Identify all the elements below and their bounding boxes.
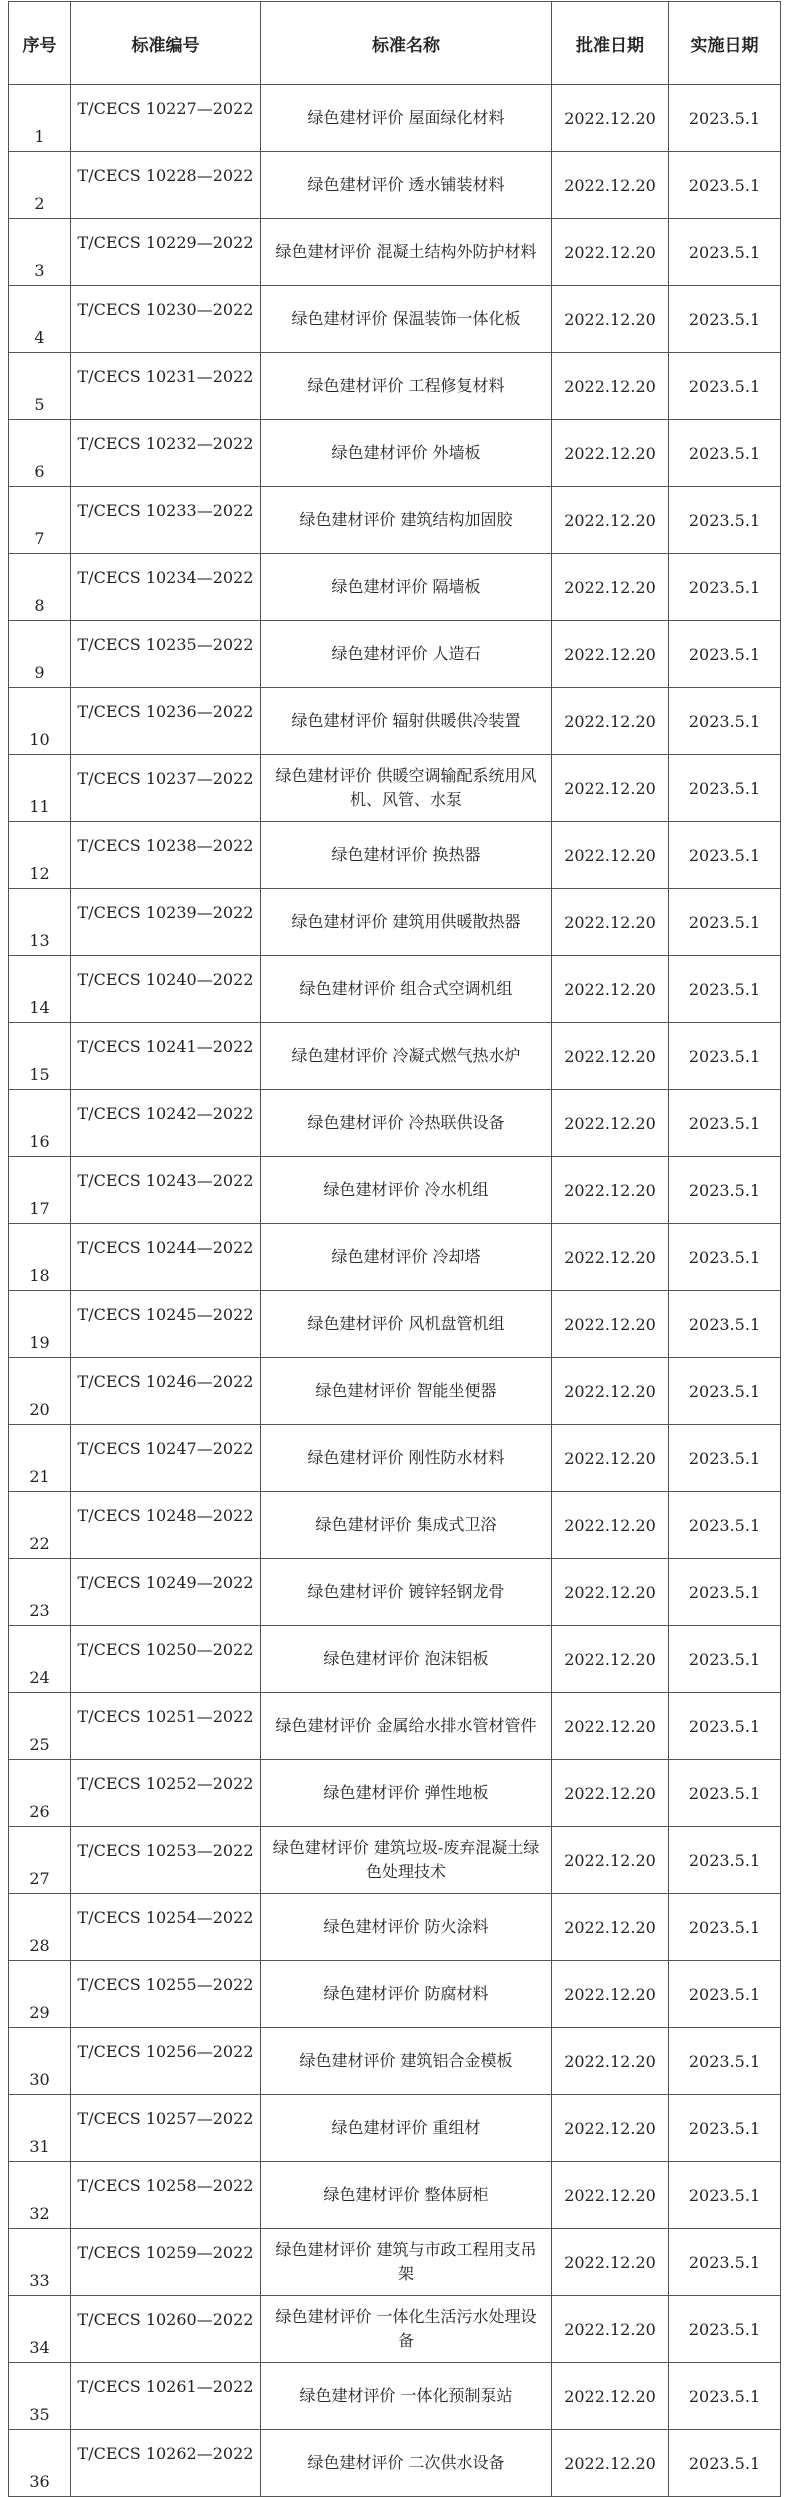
cell-approve-date: 2022.12.20 bbox=[552, 621, 669, 688]
cell-standard-name: 绿色建材评价 保温装饰一体化板 bbox=[261, 286, 552, 353]
cell-serial-number: 34 bbox=[9, 2296, 71, 2363]
cell-standard-code: T/CECS 10229—2022 bbox=[71, 219, 261, 286]
cell-implement-date: 2023.5.1 bbox=[669, 1827, 781, 1894]
cell-implement-date: 2023.5.1 bbox=[669, 152, 781, 219]
table-row bbox=[9, 1291, 781, 1358]
cell-standard-code: T/CECS 10235—2022 bbox=[71, 621, 261, 688]
cell-implement-date: 2023.5.1 bbox=[669, 353, 781, 420]
cell-approve-date: 2022.12.20 bbox=[552, 420, 669, 487]
cell-standard-name: 绿色建材评价 建筑用供暖散热器 bbox=[261, 889, 552, 956]
cell-standard-code: T/CECS 10246—2022 bbox=[71, 1358, 261, 1425]
cell-standard-name: 绿色建材评价 防腐材料 bbox=[261, 1961, 552, 2028]
cell-approve-date: 2022.12.20 bbox=[552, 152, 669, 219]
cell-standard-name: 绿色建材评价 冷热联供设备 bbox=[261, 1090, 552, 1157]
table-row bbox=[9, 1157, 781, 1224]
cell-standard-name: 绿色建材评价 智能坐便器 bbox=[261, 1358, 552, 1425]
table-row bbox=[9, 1626, 781, 1693]
cell-standard-code: T/CECS 10227—2022 bbox=[71, 85, 261, 152]
cell-implement-date: 2023.5.1 bbox=[669, 2162, 781, 2229]
cell-implement-date: 2023.5.1 bbox=[669, 1894, 781, 1961]
table-row bbox=[9, 420, 781, 487]
cell-standard-code: T/CECS 10242—2022 bbox=[71, 1090, 261, 1157]
cell-standard-name: 绿色建材评价 冷凝式燃气热水炉 bbox=[261, 1023, 552, 1090]
table-row bbox=[9, 85, 781, 152]
cell-implement-date: 2023.5.1 bbox=[669, 2028, 781, 2095]
cell-approve-date: 2022.12.20 bbox=[552, 353, 669, 420]
table-row bbox=[9, 2363, 781, 2430]
table-row bbox=[9, 554, 781, 621]
cell-implement-date: 2023.5.1 bbox=[669, 956, 781, 1023]
cell-standard-name: 绿色建材评价 集成式卫浴 bbox=[261, 1492, 552, 1559]
cell-standard-name: 绿色建材评价 二次供水设备 bbox=[261, 2430, 552, 2497]
cell-standard-name: 绿色建材评价 混凝土结构外防护材料 bbox=[261, 219, 552, 286]
cell-standard-name: 绿色建材评价 防火涂料 bbox=[261, 1894, 552, 1961]
cell-implement-date: 2023.5.1 bbox=[669, 688, 781, 755]
cell-standard-code: T/CECS 10234—2022 bbox=[71, 554, 261, 621]
table-row bbox=[9, 2430, 781, 2497]
cell-serial-number: 14 bbox=[9, 956, 71, 1023]
cell-standard-code: T/CECS 10257—2022 bbox=[71, 2095, 261, 2162]
cell-implement-date: 2023.5.1 bbox=[669, 2095, 781, 2162]
cell-approve-date: 2022.12.20 bbox=[552, 688, 669, 755]
cell-standard-name: 绿色建材评价 建筑铝合金模板 bbox=[261, 2028, 552, 2095]
table-row bbox=[9, 688, 781, 755]
cell-serial-number: 7 bbox=[9, 487, 71, 554]
cell-approve-date: 2022.12.20 bbox=[552, 1157, 669, 1224]
cell-implement-date: 2023.5.1 bbox=[669, 420, 781, 487]
cell-serial-number: 10 bbox=[9, 688, 71, 755]
cell-serial-number: 26 bbox=[9, 1760, 71, 1827]
cell-serial-number: 27 bbox=[9, 1827, 71, 1894]
cell-standard-code: T/CECS 10239—2022 bbox=[71, 889, 261, 956]
cell-standard-code: T/CECS 10250—2022 bbox=[71, 1626, 261, 1693]
cell-standard-name: 绿色建材评价 一体化生活污水处理设备 bbox=[261, 2296, 552, 2363]
cell-implement-date: 2023.5.1 bbox=[669, 1559, 781, 1626]
cell-approve-date: 2022.12.20 bbox=[552, 1559, 669, 1626]
cell-serial-number: 30 bbox=[9, 2028, 71, 2095]
cell-standard-code: T/CECS 10236—2022 bbox=[71, 688, 261, 755]
cell-approve-date: 2022.12.20 bbox=[552, 2028, 669, 2095]
cell-approve-date: 2022.12.20 bbox=[552, 956, 669, 1023]
table-row bbox=[9, 755, 781, 822]
cell-approve-date: 2022.12.20 bbox=[552, 85, 669, 152]
table-row bbox=[9, 1425, 781, 1492]
cell-serial-number: 13 bbox=[9, 889, 71, 956]
cell-implement-date: 2023.5.1 bbox=[669, 2363, 781, 2430]
table-row bbox=[9, 1224, 781, 1291]
cell-implement-date: 2023.5.1 bbox=[669, 2229, 781, 2296]
cell-approve-date: 2022.12.20 bbox=[552, 286, 669, 353]
cell-standard-code: T/CECS 10253—2022 bbox=[71, 1827, 261, 1894]
cell-serial-number: 33 bbox=[9, 2229, 71, 2296]
cell-approve-date: 2022.12.20 bbox=[552, 1693, 669, 1760]
cell-implement-date: 2023.5.1 bbox=[669, 1291, 781, 1358]
cell-approve-date: 2022.12.20 bbox=[552, 1023, 669, 1090]
table-row bbox=[9, 1760, 781, 1827]
cell-standard-name: 绿色建材评价 工程修复材料 bbox=[261, 353, 552, 420]
cell-approve-date: 2022.12.20 bbox=[552, 2095, 669, 2162]
cell-standard-name: 绿色建材评价 风机盘管机组 bbox=[261, 1291, 552, 1358]
cell-serial-number: 22 bbox=[9, 1492, 71, 1559]
cell-approve-date: 2022.12.20 bbox=[552, 554, 669, 621]
cell-standard-name: 绿色建材评价 透水铺装材料 bbox=[261, 152, 552, 219]
cell-standard-code: T/CECS 10256—2022 bbox=[71, 2028, 261, 2095]
cell-standard-code: T/CECS 10261—2022 bbox=[71, 2363, 261, 2430]
cell-standard-name: 绿色建材评价 建筑垃圾-废弃混凝土绿色处理技术 bbox=[261, 1827, 552, 1894]
table-row bbox=[9, 889, 781, 956]
cell-approve-date: 2022.12.20 bbox=[552, 1425, 669, 1492]
table-row bbox=[9, 1693, 781, 1760]
table-body bbox=[9, 85, 781, 2497]
cell-standard-code: T/CECS 10230—2022 bbox=[71, 286, 261, 353]
cell-serial-number: 11 bbox=[9, 755, 71, 822]
cell-approve-date: 2022.12.20 bbox=[552, 2229, 669, 2296]
cell-standard-code: T/CECS 10262—2022 bbox=[71, 2430, 261, 2497]
cell-approve-date: 2022.12.20 bbox=[552, 1358, 669, 1425]
table-row bbox=[9, 621, 781, 688]
header-name: 标准名称 bbox=[261, 2, 552, 85]
standards-table bbox=[8, 1, 781, 2497]
cell-approve-date: 2022.12.20 bbox=[552, 2296, 669, 2363]
cell-standard-code: T/CECS 10258—2022 bbox=[71, 2162, 261, 2229]
cell-standard-name: 绿色建材评价 辐射供暖供冷装置 bbox=[261, 688, 552, 755]
cell-implement-date: 2023.5.1 bbox=[669, 554, 781, 621]
table-row bbox=[9, 1492, 781, 1559]
cell-serial-number: 20 bbox=[9, 1358, 71, 1425]
cell-implement-date: 2023.5.1 bbox=[669, 621, 781, 688]
cell-approve-date: 2022.12.20 bbox=[552, 1492, 669, 1559]
cell-standard-name: 绿色建材评价 换热器 bbox=[261, 822, 552, 889]
cell-implement-date: 2023.5.1 bbox=[669, 1425, 781, 1492]
cell-standard-code: T/CECS 10248—2022 bbox=[71, 1492, 261, 1559]
cell-implement-date: 2023.5.1 bbox=[669, 487, 781, 554]
table-row bbox=[9, 956, 781, 1023]
cell-implement-date: 2023.5.1 bbox=[669, 1224, 781, 1291]
cell-implement-date: 2023.5.1 bbox=[669, 85, 781, 152]
cell-approve-date: 2022.12.20 bbox=[552, 2363, 669, 2430]
table-row bbox=[9, 1358, 781, 1425]
cell-serial-number: 6 bbox=[9, 420, 71, 487]
cell-standard-name: 绿色建材评价 弹性地板 bbox=[261, 1760, 552, 1827]
cell-implement-date: 2023.5.1 bbox=[669, 1961, 781, 2028]
cell-serial-number: 16 bbox=[9, 1090, 71, 1157]
table-row bbox=[9, 1894, 781, 1961]
cell-implement-date: 2023.5.1 bbox=[669, 889, 781, 956]
table-row bbox=[9, 1023, 781, 1090]
cell-standard-name: 绿色建材评价 隔墙板 bbox=[261, 554, 552, 621]
table-row bbox=[9, 2229, 781, 2296]
cell-implement-date: 2023.5.1 bbox=[669, 286, 781, 353]
cell-standard-name: 绿色建材评价 一体化预制泵站 bbox=[261, 2363, 552, 2430]
cell-serial-number: 15 bbox=[9, 1023, 71, 1090]
cell-standard-name: 绿色建材评价 外墙板 bbox=[261, 420, 552, 487]
cell-serial-number: 35 bbox=[9, 2363, 71, 2430]
cell-implement-date: 2023.5.1 bbox=[669, 1157, 781, 1224]
cell-standard-code: T/CECS 10241—2022 bbox=[71, 1023, 261, 1090]
cell-approve-date: 2022.12.20 bbox=[552, 1961, 669, 2028]
cell-serial-number: 25 bbox=[9, 1693, 71, 1760]
cell-implement-date: 2023.5.1 bbox=[669, 755, 781, 822]
header-row bbox=[9, 2, 781, 85]
cell-standard-code: T/CECS 10237—2022 bbox=[71, 755, 261, 822]
table-row bbox=[9, 152, 781, 219]
cell-approve-date: 2022.12.20 bbox=[552, 1626, 669, 1693]
table-row bbox=[9, 286, 781, 353]
header-no: 序号 bbox=[9, 2, 71, 85]
header-approve-date: 批准日期 bbox=[552, 2, 669, 85]
cell-standard-name: 绿色建材评价 人造石 bbox=[261, 621, 552, 688]
cell-implement-date: 2023.5.1 bbox=[669, 2430, 781, 2497]
cell-standard-code: T/CECS 10244—2022 bbox=[71, 1224, 261, 1291]
cell-approve-date: 2022.12.20 bbox=[552, 1090, 669, 1157]
cell-standard-name: 绿色建材评价 镀锌轻钢龙骨 bbox=[261, 1559, 552, 1626]
cell-serial-number: 9 bbox=[9, 621, 71, 688]
cell-standard-code: T/CECS 10259—2022 bbox=[71, 2229, 261, 2296]
cell-standard-name: 绿色建材评价 泡沫铝板 bbox=[261, 1626, 552, 1693]
cell-implement-date: 2023.5.1 bbox=[669, 1760, 781, 1827]
cell-approve-date: 2022.12.20 bbox=[552, 2430, 669, 2497]
table-row bbox=[9, 822, 781, 889]
cell-standard-name: 绿色建材评价 建筑与市政工程用支吊架 bbox=[261, 2229, 552, 2296]
cell-standard-name: 绿色建材评价 建筑结构加固胶 bbox=[261, 487, 552, 554]
cell-serial-number: 36 bbox=[9, 2430, 71, 2497]
cell-standard-name: 绿色建材评价 冷却塔 bbox=[261, 1224, 552, 1291]
table-row bbox=[9, 353, 781, 420]
table-row bbox=[9, 1559, 781, 1626]
cell-approve-date: 2022.12.20 bbox=[552, 1291, 669, 1358]
cell-serial-number: 21 bbox=[9, 1425, 71, 1492]
cell-implement-date: 2023.5.1 bbox=[669, 1090, 781, 1157]
cell-implement-date: 2023.5.1 bbox=[669, 822, 781, 889]
header-implement-date: 实施日期 bbox=[669, 2, 781, 85]
cell-standard-name: 绿色建材评价 供暖空调输配系统用风机、风管、水泵 bbox=[261, 755, 552, 822]
cell-standard-name: 绿色建材评价 整体厨柜 bbox=[261, 2162, 552, 2229]
cell-standard-code: T/CECS 10243—2022 bbox=[71, 1157, 261, 1224]
cell-serial-number: 24 bbox=[9, 1626, 71, 1693]
cell-serial-number: 1 bbox=[9, 85, 71, 152]
cell-serial-number: 32 bbox=[9, 2162, 71, 2229]
cell-serial-number: 17 bbox=[9, 1157, 71, 1224]
cell-standard-name: 绿色建材评价 刚性防水材料 bbox=[261, 1425, 552, 1492]
header-code: 标准编号 bbox=[71, 2, 261, 85]
cell-standard-code: T/CECS 10228—2022 bbox=[71, 152, 261, 219]
cell-approve-date: 2022.12.20 bbox=[552, 1760, 669, 1827]
cell-standard-name: 绿色建材评价 组合式空调机组 bbox=[261, 956, 552, 1023]
cell-implement-date: 2023.5.1 bbox=[669, 1492, 781, 1559]
cell-standard-code: T/CECS 10252—2022 bbox=[71, 1760, 261, 1827]
cell-standard-code: T/CECS 10232—2022 bbox=[71, 420, 261, 487]
cell-standard-code: T/CECS 10238—2022 bbox=[71, 822, 261, 889]
cell-standard-code: T/CECS 10231—2022 bbox=[71, 353, 261, 420]
cell-implement-date: 2023.5.1 bbox=[669, 1693, 781, 1760]
cell-standard-code: T/CECS 10255—2022 bbox=[71, 1961, 261, 2028]
cell-approve-date: 2022.12.20 bbox=[552, 219, 669, 286]
table-row bbox=[9, 2028, 781, 2095]
cell-standard-code: T/CECS 10260—2022 bbox=[71, 2296, 261, 2363]
cell-implement-date: 2023.5.1 bbox=[669, 1023, 781, 1090]
cell-serial-number: 3 bbox=[9, 219, 71, 286]
cell-approve-date: 2022.12.20 bbox=[552, 1224, 669, 1291]
cell-implement-date: 2023.5.1 bbox=[669, 1626, 781, 1693]
cell-standard-name: 绿色建材评价 重组材 bbox=[261, 2095, 552, 2162]
cell-serial-number: 31 bbox=[9, 2095, 71, 2162]
cell-serial-number: 28 bbox=[9, 1894, 71, 1961]
cell-approve-date: 2022.12.20 bbox=[552, 487, 669, 554]
cell-standard-code: T/CECS 10247—2022 bbox=[71, 1425, 261, 1492]
cell-standard-name: 绿色建材评价 屋面绿化材料 bbox=[261, 85, 552, 152]
cell-approve-date: 2022.12.20 bbox=[552, 2162, 669, 2229]
cell-serial-number: 4 bbox=[9, 286, 71, 353]
table-row bbox=[9, 1961, 781, 2028]
cell-serial-number: 19 bbox=[9, 1291, 71, 1358]
cell-serial-number: 8 bbox=[9, 554, 71, 621]
table-row bbox=[9, 2162, 781, 2229]
table-row bbox=[9, 2296, 781, 2363]
table-row bbox=[9, 219, 781, 286]
cell-standard-code: T/CECS 10249—2022 bbox=[71, 1559, 261, 1626]
cell-standard-name: 绿色建材评价 金属给水排水管材管件 bbox=[261, 1693, 552, 1760]
cell-standard-name: 绿色建材评价 冷水机组 bbox=[261, 1157, 552, 1224]
cell-standard-code: T/CECS 10251—2022 bbox=[71, 1693, 261, 1760]
cell-implement-date: 2023.5.1 bbox=[669, 2296, 781, 2363]
cell-standard-code: T/CECS 10233—2022 bbox=[71, 487, 261, 554]
table-row bbox=[9, 487, 781, 554]
cell-serial-number: 23 bbox=[9, 1559, 71, 1626]
cell-standard-code: T/CECS 10245—2022 bbox=[71, 1291, 261, 1358]
cell-implement-date: 2023.5.1 bbox=[669, 219, 781, 286]
cell-approve-date: 2022.12.20 bbox=[552, 889, 669, 956]
cell-approve-date: 2022.12.20 bbox=[552, 755, 669, 822]
cell-serial-number: 12 bbox=[9, 822, 71, 889]
table-row bbox=[9, 1090, 781, 1157]
table-header bbox=[9, 2, 781, 85]
table-row bbox=[9, 2095, 781, 2162]
cell-implement-date: 2023.5.1 bbox=[669, 1358, 781, 1425]
cell-serial-number: 2 bbox=[9, 152, 71, 219]
table-row bbox=[9, 1827, 781, 1894]
cell-standard-code: T/CECS 10254—2022 bbox=[71, 1894, 261, 1961]
cell-serial-number: 29 bbox=[9, 1961, 71, 2028]
cell-serial-number: 18 bbox=[9, 1224, 71, 1291]
cell-approve-date: 2022.12.20 bbox=[552, 1827, 669, 1894]
cell-standard-code: T/CECS 10240—2022 bbox=[71, 956, 261, 1023]
cell-serial-number: 5 bbox=[9, 353, 71, 420]
cell-approve-date: 2022.12.20 bbox=[552, 1894, 669, 1961]
cell-approve-date: 2022.12.20 bbox=[552, 822, 669, 889]
